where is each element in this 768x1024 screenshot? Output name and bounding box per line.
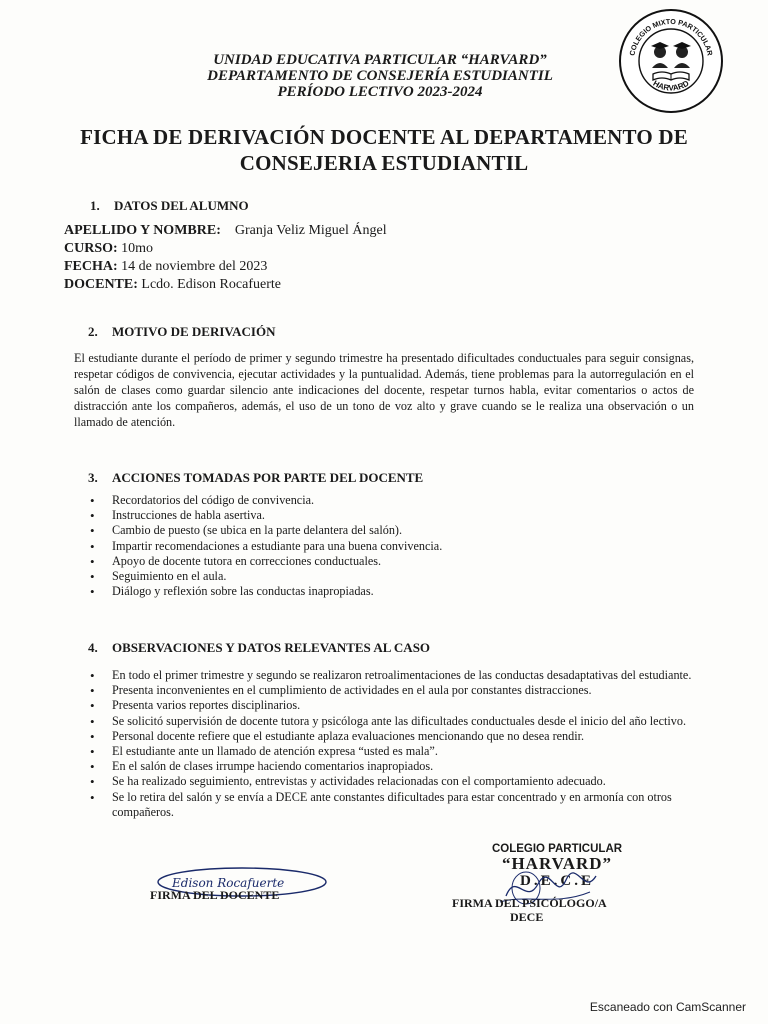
action-list-item: • Diálogo y reflexión sobre las conductas inapropiadas.	[88, 584, 688, 599]
institution-name: UNIDAD EDUCATIVA PARTICULAR “HARVARD”	[213, 52, 547, 68]
teacher-field	[64, 276, 281, 294]
section-number: 3.	[88, 470, 98, 485]
observation-list-item: • El estudiante ante un llamado de atención expresa “usted es mala”.	[88, 744, 692, 759]
observation-list-item: • Presenta inconvenientes en el cumplimiento de actividades en el aula por constantes distracciones.	[88, 683, 692, 698]
referral-reason-paragraph: El estudiante durante el período de primer y segundo trimestre ha presentado dificultades conductuales para seguir consignas, respetar códigos de convivencia, ejecutar actividades y la puntualidad. Además, tiene problemas para la autorregulación en el salón de clases como guardar silencio ante indicaciones del docente, respetar turnos habla, evitar comentarios o actos de distracción ante los compañeros, además, el uso de un tono de voz alto y grave cuando se le realiza una observación o un llamado de atención.	[74, 351, 694, 429]
observation-list-item: • Se solicitó supervisión de docente tutora y psicóloga ante las dificultades conductuales desde el inicio del año lectivo.	[88, 714, 692, 729]
section-title: ACCIONES TOMADAS POR PARTE DEL DOCENTE	[112, 470, 424, 485]
school-stamp-line-1: COLEGIO PARTICULAR	[491, 843, 623, 855]
scanner-watermark: Escaneado con CamScanner	[589, 1000, 746, 1014]
observation-list-item: • En todo el primer trimestre y segundo se realizaron retroalimentaciones de las conductas desadaptativas del estudiante.	[88, 668, 692, 683]
teacher-signature-handwriting: Edison Rocafuerte	[172, 876, 285, 890]
psychologist-signature-label: FIRMA DEL PSICÓLOGO/A	[452, 896, 607, 910]
observation-list-item: • En el salón de clases irrumpe haciendo comentarios inapropiados.	[88, 759, 692, 774]
action-list-item: • Instrucciones de habla asertiva.	[88, 508, 688, 523]
seal-top-text: COLEGIO MIXTO PARTICULAR	[627, 16, 715, 57]
observations-list	[88, 668, 692, 820]
action-list-item: • Cambio de puesto (se ubica en la parte delantera del salón).	[88, 523, 688, 538]
student-name-label: APELLIDO Y NOMBRE:	[64, 223, 221, 238]
date-field	[64, 258, 267, 276]
form-title-line-2: CONSEJERIA ESTUDIANTIL	[239, 151, 529, 175]
seal-bottom-text: HARVARD	[651, 78, 691, 93]
action-list-item: • Seguimiento en el aula.	[88, 569, 688, 584]
section-1-heading	[90, 198, 249, 214]
student-name-field	[64, 222, 387, 240]
section-title: MOTIVO DE DERIVACIÓN	[112, 324, 276, 339]
teacher-actions-list	[88, 493, 688, 599]
section-3-heading	[88, 470, 423, 486]
course-field	[64, 240, 153, 258]
student-name-value: Granja Veliz Miguel Ángel	[234, 223, 387, 238]
observation-list-item: • Presenta varios reportes disciplinarios.	[88, 698, 692, 713]
observation-list-item: • Se lo retira del salón y se envía a DECE ante constantes dificultades para estar concentrado y en armonía con otros compañeros.	[88, 790, 692, 820]
teacher-value: Lcdo. Edison Rocafuerte	[141, 277, 281, 292]
observation-list-item: • Se ha realizado seguimiento, entrevistas y actividades relacionadas con el comportamiento adecuado.	[88, 774, 692, 789]
section-number: 2.	[88, 324, 98, 339]
date-label: FECHA:	[64, 259, 118, 274]
teacher-signature-label: FIRMA DEL DOCENTE	[150, 888, 280, 902]
school-stamp-line-3: D.E.C.E	[520, 873, 594, 889]
institution-header	[150, 52, 610, 100]
psychologist-department-label: DECE	[510, 910, 544, 924]
date-value: 14 de noviembre del 2023	[121, 259, 268, 274]
section-2-heading	[88, 324, 275, 340]
action-list-item: • Recordatorios del código de convivencia.	[88, 493, 688, 508]
course-value: 10mo	[121, 241, 154, 256]
course-label: CURSO:	[64, 241, 118, 256]
action-list-item: • Impartir recomendaciones a estudiante para una buena convivencia.	[88, 539, 688, 554]
observation-list-item: • Personal docente refiere que el estudiante aplaza evaluaciones mencionando que no desea rendir.	[88, 729, 692, 744]
section-title: DATOS DEL ALUMNO	[114, 198, 249, 213]
form-title-line-1: FICHA DE DERIVACIÓN DOCENTE AL DEPARTAMENTO DE	[80, 125, 688, 149]
form-title	[64, 124, 704, 176]
school-period: PERÍODO LECTIVO 2023-2024	[277, 84, 483, 100]
section-number: 4.	[88, 640, 98, 655]
section-4-heading	[88, 640, 430, 656]
school-seal-icon	[616, 6, 726, 116]
department-name: DEPARTAMENTO DE CONSEJERÍA ESTUDIANTIL	[207, 68, 553, 84]
action-list-item: • Apoyo de docente tutora en correcciones conductuales.	[88, 554, 688, 569]
teacher-label: DOCENTE:	[64, 277, 138, 292]
section-title: OBSERVACIONES Y DATOS RELEVANTES AL CASO	[112, 640, 431, 655]
school-stamp-line-2: “HARVARD”	[501, 854, 613, 873]
section-number: 1.	[90, 198, 100, 213]
